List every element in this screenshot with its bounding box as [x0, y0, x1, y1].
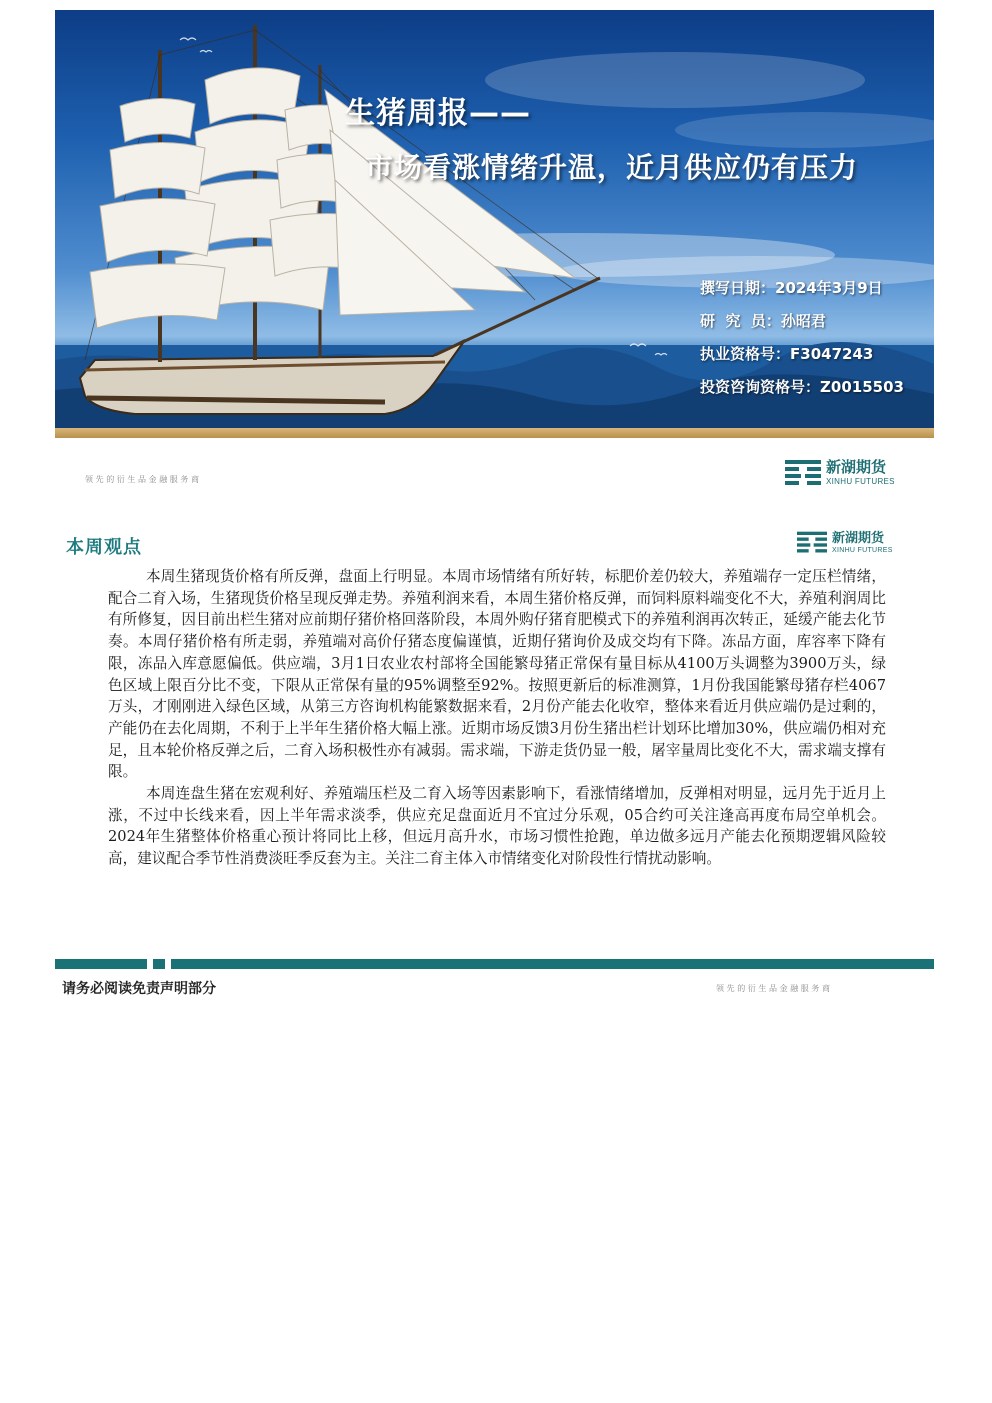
company-logo	[785, 458, 895, 488]
meta-researcher	[700, 305, 904, 338]
meta-date	[700, 272, 904, 305]
footer-bar-mid	[153, 959, 165, 969]
xinhu-logo-icon	[797, 530, 827, 555]
meta-value: 2024年3月9日	[775, 279, 883, 297]
footer-bar-right	[171, 959, 934, 969]
meta-consulting-license	[700, 371, 904, 404]
report-subtitle: 市场看涨情绪升温，近月供应仍有压力	[365, 151, 859, 184]
weekly-view-body	[108, 566, 886, 870]
footer-tagline: 领先的衍生品金融服务商	[716, 984, 833, 993]
header-tagline: 领先的衍生品金融服务商	[85, 475, 202, 484]
xinhu-logo-icon	[785, 458, 821, 488]
logo-cn: 新湖期货	[832, 530, 885, 546]
cover-banner	[55, 10, 934, 428]
logo-en: XINHU FUTURES	[832, 546, 893, 554]
cover-gold-divider	[55, 428, 934, 438]
meta-value: 孙昭君	[780, 312, 826, 330]
meta-value: Z0015503	[820, 378, 904, 396]
section-logo	[797, 530, 893, 555]
report-meta	[700, 272, 904, 404]
meta-value: F3047243	[790, 345, 874, 363]
meta-license	[700, 338, 904, 371]
paragraph: 本周生猪现货价格有所反弹，盘面上行明显。本周市场情绪有所好转，标肥价差仍较大，养殖端存一定压栏情绪，配合二育入场，生猪现货价格呈现反弹走势。养殖利润来看，本周生猪价格反弹，而饲料原料端变化不大，养殖利润周比有所修复，因目前出栏生猪对应前期仔猪价格回落阶段，本周外购仔猪育肥模式下的养殖利润再次转正，延缓产能去化节奏。本周仔猪价格有所走弱，养殖端对高价仔猪态度偏谨慎，近期仔猪询价及成交均有下降。冻品方面，库容率下降有限，冻品入库意愿偏低。供应端，3月1日农业农村部将全国能繁母猪正常保有量目标从4100万头调整为3900万头，绿色区域上限百分比不变，下限从正常保有量的95%调整至92%。按照更新后的标准测算，1月份我国能繁母猪存栏4067万头，才刚刚进入绿色区域，从第三方咨询机构能繁数据来看，2月份产能去化收窄，整体来看近月供应端仍是过剩的，产能仍在去化周期，不利于上半年生猪价格大幅上涨。近期市场反馈3月份生猪出栏计划环比增加30%，供应端仍相对充足，且本轮价格反弹之后，二育入场积极性亦有减弱。需求端，下游走货仍显一般，屠宰量周比变化不大，需求端支撑有限。	[108, 568, 886, 781]
footer-bar-left	[55, 959, 147, 969]
logo-en: XINHU FUTURES	[826, 477, 895, 486]
section-title: 本周观点	[66, 537, 142, 558]
meta-label: 撰写日期：	[700, 279, 776, 297]
meta-label: 投资咨询资格号：	[700, 378, 821, 396]
paragraph: 本周连盘生猪在宏观利好、养殖端压栏及二育入场等因素影响下，看涨情绪增加，反弹相对明显，远月先于近月上涨，不过中长线来看，因上半年需求淡季，供应充足盘面近月不宜过分乐观，05合约可关注逢高再度布局空单机会。2024年生猪整体价格重心预计将同比上移，但远月高升水，市场习惯性抢跑，单边做多远月产能去化预期逻辑风险较高，建议配合季节性消费淡旺季反套为主。关注二育主体入市情绪变化对阶段性行情扰动影响。	[108, 785, 886, 868]
logo-cn: 新湖期货	[826, 458, 887, 476]
disclaimer-notice: 请务必阅读免责声明部分	[62, 981, 216, 997]
report-title: 生猪周报——	[345, 96, 531, 131]
meta-label: 执业资格号：	[700, 345, 791, 363]
meta-label: 研 究 员：	[700, 312, 781, 330]
